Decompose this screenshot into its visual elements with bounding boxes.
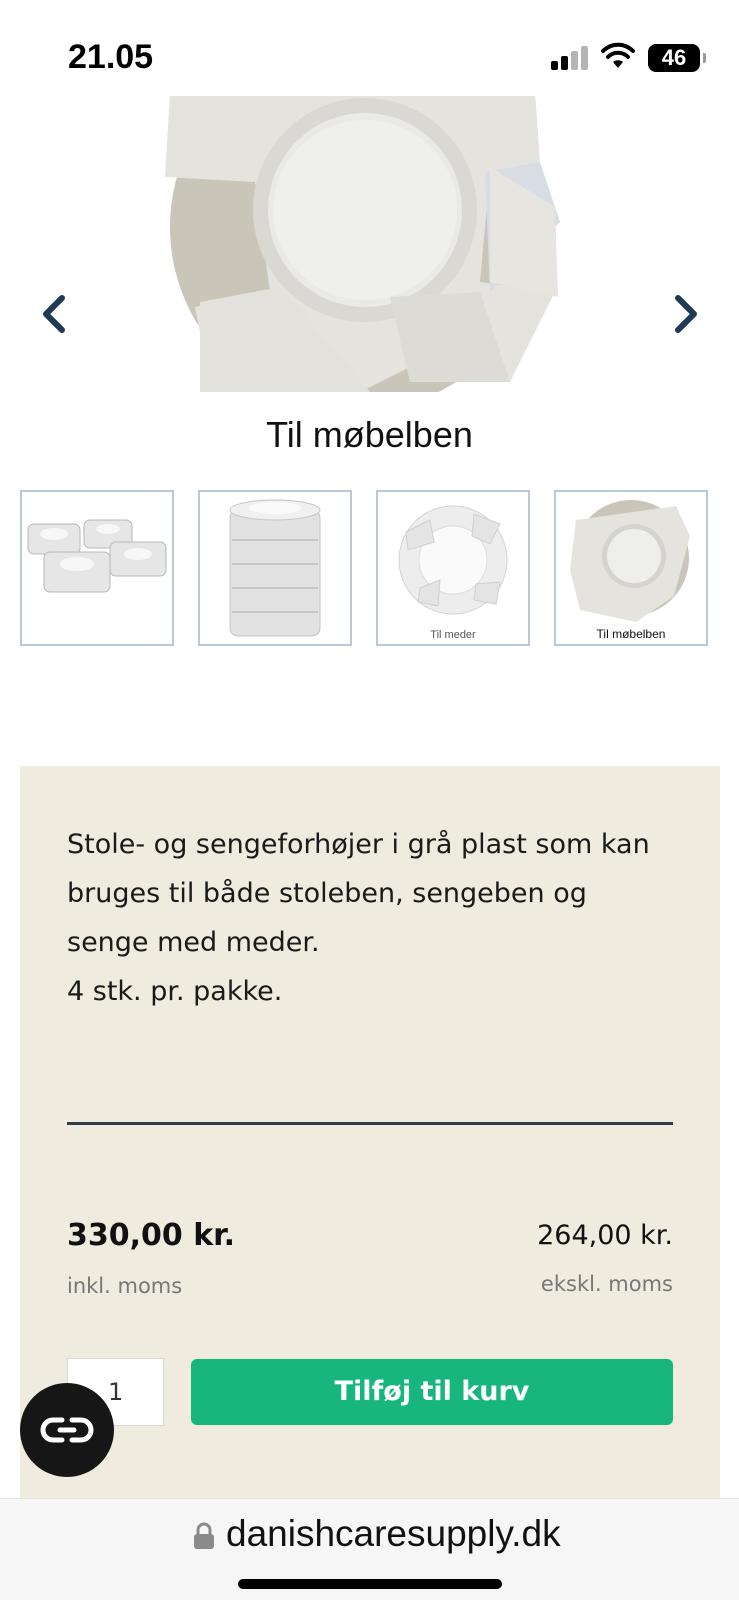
- price-incl-vat: 330,00 kr.: [67, 1218, 236, 1253]
- thumbnail-image: [22, 492, 172, 644]
- thumbnail-label: Til møbelben: [596, 627, 666, 641]
- thumbnail-2[interactable]: [198, 490, 352, 646]
- lock-icon: [192, 1521, 216, 1551]
- wifi-icon: [601, 42, 635, 70]
- thumbnail-1[interactable]: [20, 490, 174, 646]
- thumbnail-image: [378, 492, 528, 630]
- thumbnail-3[interactable]: [376, 490, 530, 646]
- thumbnail-label: Til meder: [430, 629, 476, 641]
- chevron-right-icon[interactable]: [666, 292, 706, 336]
- description-line: 4 stk. pr. pakke.: [67, 976, 283, 1007]
- thumbnail-strip: [20, 490, 720, 646]
- signal-icon: [551, 46, 589, 70]
- status-time: 21.05: [68, 38, 154, 76]
- product-info-panel: [20, 766, 720, 1502]
- thumbnail-4[interactable]: [554, 490, 708, 646]
- url-text[interactable]: danishcaresupply.dk: [226, 1513, 561, 1554]
- status-bar: [0, 0, 739, 96]
- floating-link-button[interactable]: [20, 1383, 114, 1477]
- description-line: senge med meder.: [67, 927, 320, 958]
- link-icon: [20, 1383, 114, 1477]
- add-to-cart-button[interactable]: Tilføj til kurv: [191, 1359, 673, 1425]
- thumbnail-image: [200, 492, 350, 644]
- image-caption: Til møbelben: [266, 414, 473, 455]
- quantity-input[interactable]: 1: [67, 1358, 164, 1426]
- price-excl-vat-label: ekskl. moms: [540, 1272, 673, 1296]
- home-indicator[interactable]: [238, 1579, 502, 1589]
- description-line: bruges til både stoleben, sengeben og: [67, 878, 587, 909]
- description-line: Stole- og sengeforhøjer i grå plast som kan: [67, 829, 650, 860]
- product-description: [67, 820, 687, 1016]
- thumbnail-image: [556, 492, 706, 630]
- product-photo: [160, 96, 580, 392]
- browser-url-bar[interactable]: [0, 1498, 739, 1600]
- price-incl-vat-label: inkl. moms: [67, 1274, 183, 1298]
- battery-icon: 46: [648, 44, 700, 72]
- divider: [67, 1122, 673, 1125]
- chevron-left-icon[interactable]: [34, 292, 74, 336]
- product-image: [0, 96, 739, 396]
- price-excl-vat: 264,00 kr.: [537, 1220, 673, 1251]
